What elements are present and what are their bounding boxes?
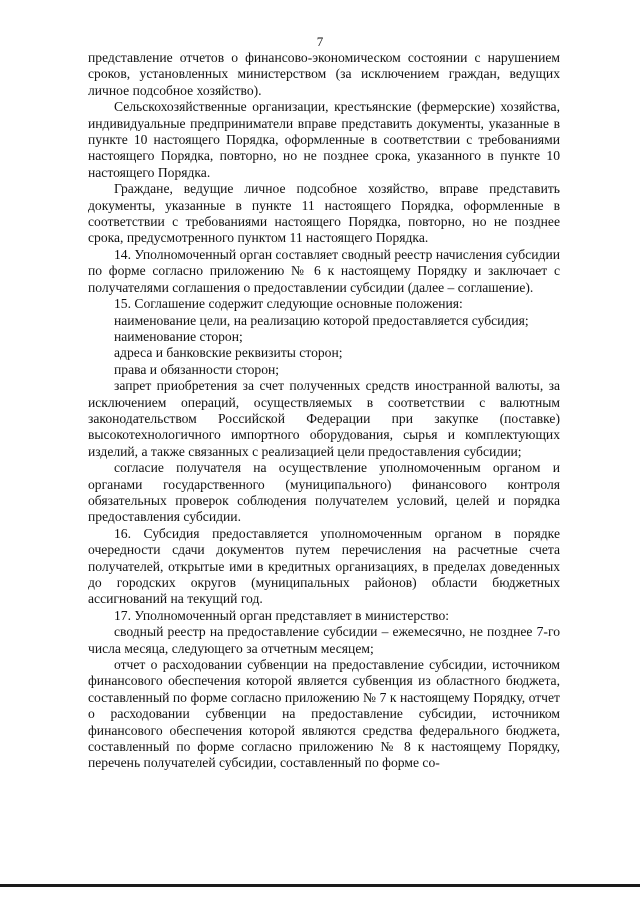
paragraph-parties-addresses: адреса и банковские реквизиты сторон; [114, 345, 343, 361]
paragraph-item-15: 15. Соглашение содержит следующие основные положения: [114, 296, 463, 312]
document-body [88, 50, 560, 772]
paragraph-parties-rights: права и обязанности сторон; [114, 361, 280, 377]
paragraph-monthly-registry: сводный реестр на предоставление субсидии – ежемесячно, не позднее 7-го числа месяца, следующего за отчетным месяцем; [88, 624, 560, 656]
paragraph-organizations-resubmit: Сельскохозяйственные организации, крестьянские (фермерские) хозяйства, индивидуальные предприниматели вправе представить документы, указанные в пункте 10 настоящего Порядка, оформленные в соответствии с требованиями настоящего Порядка, повторно, но не позднее срока, указанного в пункте 10 настоящего Порядка. [88, 99, 560, 180]
page-number: 7 [316, 34, 324, 49]
paragraph-goal-name: наименование цели, на реализацию которой предоставляется субсидия; [114, 312, 529, 328]
paragraph-reporting-violation: представление отчетов о финансово-экономическом состоянии с нарушением сроков, установленных министерством (за исключением граждан, ведущих личное подсобное хозяйство). [88, 50, 560, 98]
paragraph-citizens-resubmit: Граждане, ведущие личное подсобное хозяйство, вправе представить документы, указанные в пункте 11 настоящего Порядка, оформленные в соответствии с требованиями настоящего Порядка, повторно, но не позднее срока, предусмотренного пунктом 11 настоящего Порядка. [88, 181, 560, 246]
paragraph-parties-name: наименование сторон; [114, 328, 243, 344]
paragraph-subvention-report: отчет о расходовании субвенции на предоставление субсидии, источником финансового обеспечения которой является субвенция из областного бюджета, составленный по форме согласно приложению № 7 к настоящему Порядку, отчет о расходовании субвенции на предоставление субсидии, источником финансового обеспечения которой являются средства федерального бюджета, составленный по форме согласно приложению № 8 к настоящему Порядку, перечень получателей субсидии, составленный по форме со- [88, 657, 560, 771]
paragraph-control-consent: согласие получателя на осуществление уполномоченным органом и органами государственного (муниципального) финансового контроля обязательных проверок соблюдения получателем условий, целей и порядка предоставления субсидии. [88, 460, 560, 525]
paragraph-currency-ban: запрет приобретения за счет полученных средств иностранной валюты, за исключением операций, осуществляемых в соответствии с валютным законодательством Российской Федерации при закупке (поставке) высокотехнологичного импортного оборудования, сырья и комплектующих изделий, а также связанных с реализацией цели предоставления субсидии; [88, 378, 560, 459]
paragraph-item-16: 16. Субсидия предоставляется уполномоченным органом в порядке очередности сдачи документов путем перечисления на расчетные счета получателей, открытые ими в кредитных организациях, в пределах доведенных до городских округов (муниципальных районов) области бюджетных ассигнований на текущий год. [88, 525, 560, 607]
paragraph-item-17: 17. Уполномоченный орган представляет в министерство: [114, 607, 450, 623]
paragraph-item-14: 14. Уполномоченный орган составляет сводный реестр начисления субсидии по форме согласно приложению № 6 к настоящему Порядку и заключает с получателями соглашения о предоставлении субсидии (далее – соглашение). [88, 246, 560, 295]
bottom-scan-border [0, 884, 640, 887]
